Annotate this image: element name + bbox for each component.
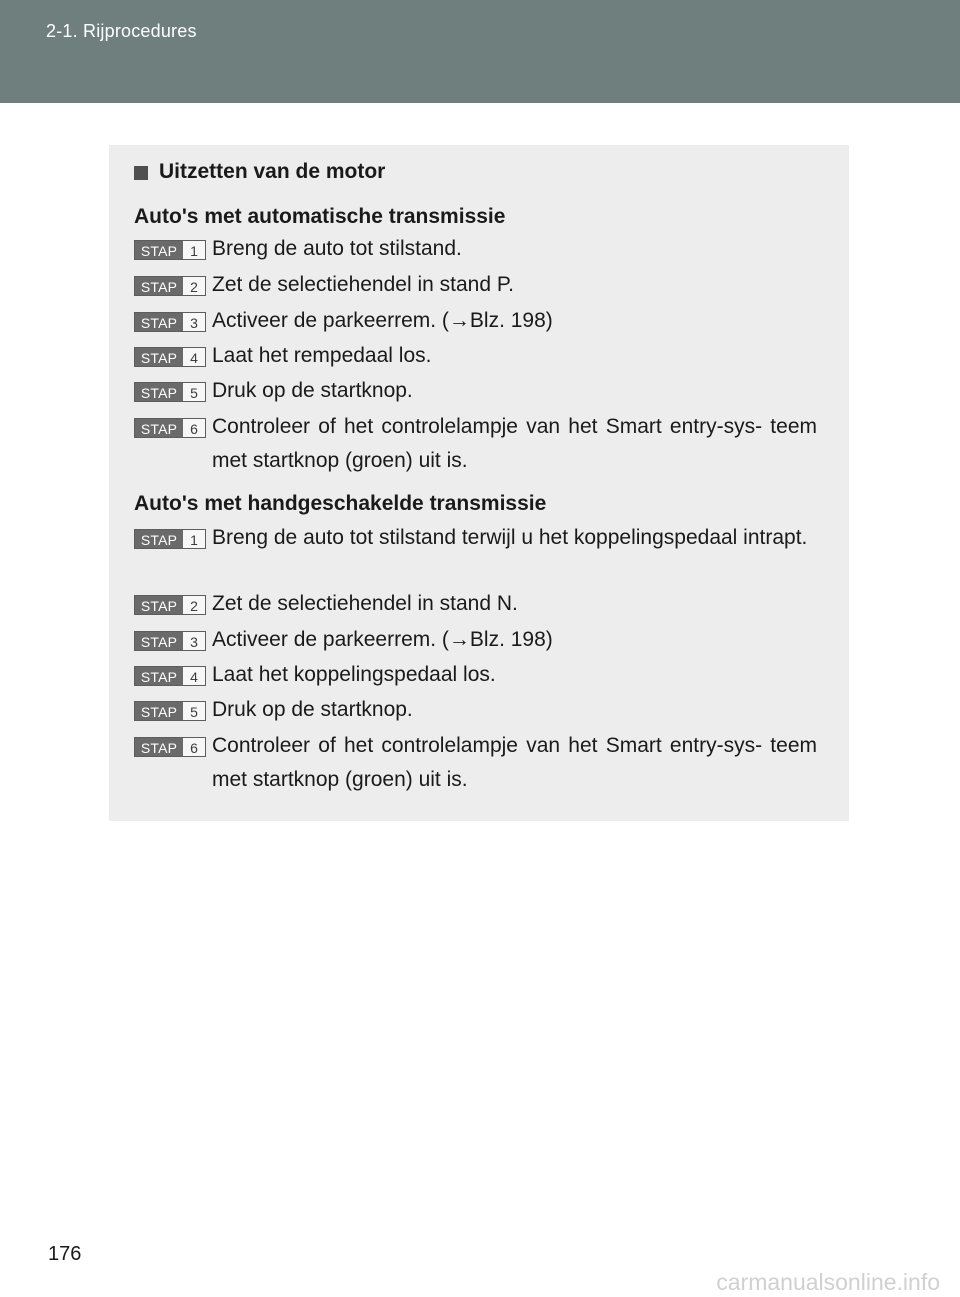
step-number: 5 bbox=[190, 704, 198, 720]
step-badge bbox=[134, 347, 206, 367]
step-badge bbox=[134, 240, 206, 260]
step-text: Zet de selectiehendel in stand P. bbox=[212, 273, 514, 296]
step-label: STAP bbox=[135, 419, 183, 437]
step-number: 3 bbox=[190, 315, 198, 331]
manual-transmission-heading: Auto's met handgeschakelde transmissie bbox=[134, 492, 547, 515]
step-badge bbox=[134, 737, 206, 757]
step-text: Druk op de startknop. bbox=[212, 698, 413, 721]
step-number: 2 bbox=[190, 279, 198, 295]
step-number: 1 bbox=[190, 243, 198, 259]
manual-step-5 bbox=[134, 698, 817, 727]
step-text: Activeer de parkeerrem. (→Blz. 198) bbox=[212, 628, 553, 651]
step-number: 5 bbox=[190, 385, 198, 401]
step-badge bbox=[134, 276, 206, 296]
step-number: 1 bbox=[190, 532, 198, 548]
step-text: Zet de selectiehendel in stand N. bbox=[212, 592, 518, 615]
page-number: 176 bbox=[48, 1243, 82, 1265]
auto-step-1 bbox=[134, 237, 817, 266]
step-text: Breng de auto tot stilstand terwijl u het koppelingspedaal intrapt. bbox=[212, 526, 808, 549]
step-label: STAP bbox=[135, 596, 183, 614]
step-text: Breng de auto tot stilstand. bbox=[212, 237, 462, 260]
auto-step-2 bbox=[134, 273, 817, 302]
step-label: STAP bbox=[135, 738, 183, 756]
section-heading bbox=[134, 160, 385, 184]
step-label: STAP bbox=[135, 313, 183, 331]
step-badge bbox=[134, 701, 206, 721]
manual-step-6 bbox=[134, 734, 817, 797]
step-number: 3 bbox=[190, 634, 198, 650]
auto-step-5 bbox=[134, 379, 817, 408]
step-label: STAP bbox=[135, 667, 183, 685]
step-badge bbox=[134, 312, 206, 332]
step-number: 6 bbox=[190, 421, 198, 437]
manual-step-1 bbox=[134, 526, 817, 555]
step-label: STAP bbox=[135, 277, 183, 295]
step-label: STAP bbox=[135, 632, 183, 650]
step-number: 4 bbox=[190, 350, 198, 366]
step-label: STAP bbox=[135, 530, 183, 548]
step-text: Druk op de startknop. bbox=[212, 379, 413, 402]
auto-step-4 bbox=[134, 344, 817, 373]
manual-step-3 bbox=[134, 628, 817, 657]
step-label: STAP bbox=[135, 383, 183, 401]
step-text: Laat het koppelingspedaal los. bbox=[212, 663, 496, 686]
step-text: Activeer de parkeerrem. (→Blz. 198) bbox=[212, 309, 553, 332]
header-bar bbox=[0, 0, 960, 103]
manual-step-4 bbox=[134, 663, 817, 692]
step-badge bbox=[134, 595, 206, 615]
step-text: Controleer of het controlelampje van het Smart entry-sys- teem met startknop (groen) uit is. bbox=[212, 734, 817, 791]
step-label: STAP bbox=[135, 241, 183, 259]
section-heading-text: Uitzetten van de motor bbox=[159, 160, 386, 183]
manual-step-2 bbox=[134, 592, 817, 621]
auto-step-6 bbox=[134, 415, 817, 478]
step-label: STAP bbox=[135, 348, 183, 366]
step-text: Laat het rempedaal los. bbox=[212, 344, 432, 367]
chapter-title: 2-1. Rijprocedures bbox=[46, 21, 197, 41]
auto-step-3 bbox=[134, 309, 817, 338]
step-badge bbox=[134, 418, 206, 438]
step-text: Controleer of het controlelampje van het Smart entry-sys- teem met startknop (groen) uit is. bbox=[212, 415, 817, 472]
step-badge bbox=[134, 529, 206, 549]
step-number: 4 bbox=[190, 669, 198, 685]
watermark: carmanualsonline.info bbox=[716, 1269, 940, 1295]
automatic-transmission-heading: Auto's met automatische transmissie bbox=[134, 205, 506, 228]
step-number: 2 bbox=[190, 598, 198, 614]
square-bullet-icon bbox=[134, 166, 148, 180]
step-badge bbox=[134, 631, 206, 651]
step-number: 6 bbox=[190, 740, 198, 756]
step-label: STAP bbox=[135, 702, 183, 720]
step-badge bbox=[134, 666, 206, 686]
step-badge bbox=[134, 382, 206, 402]
